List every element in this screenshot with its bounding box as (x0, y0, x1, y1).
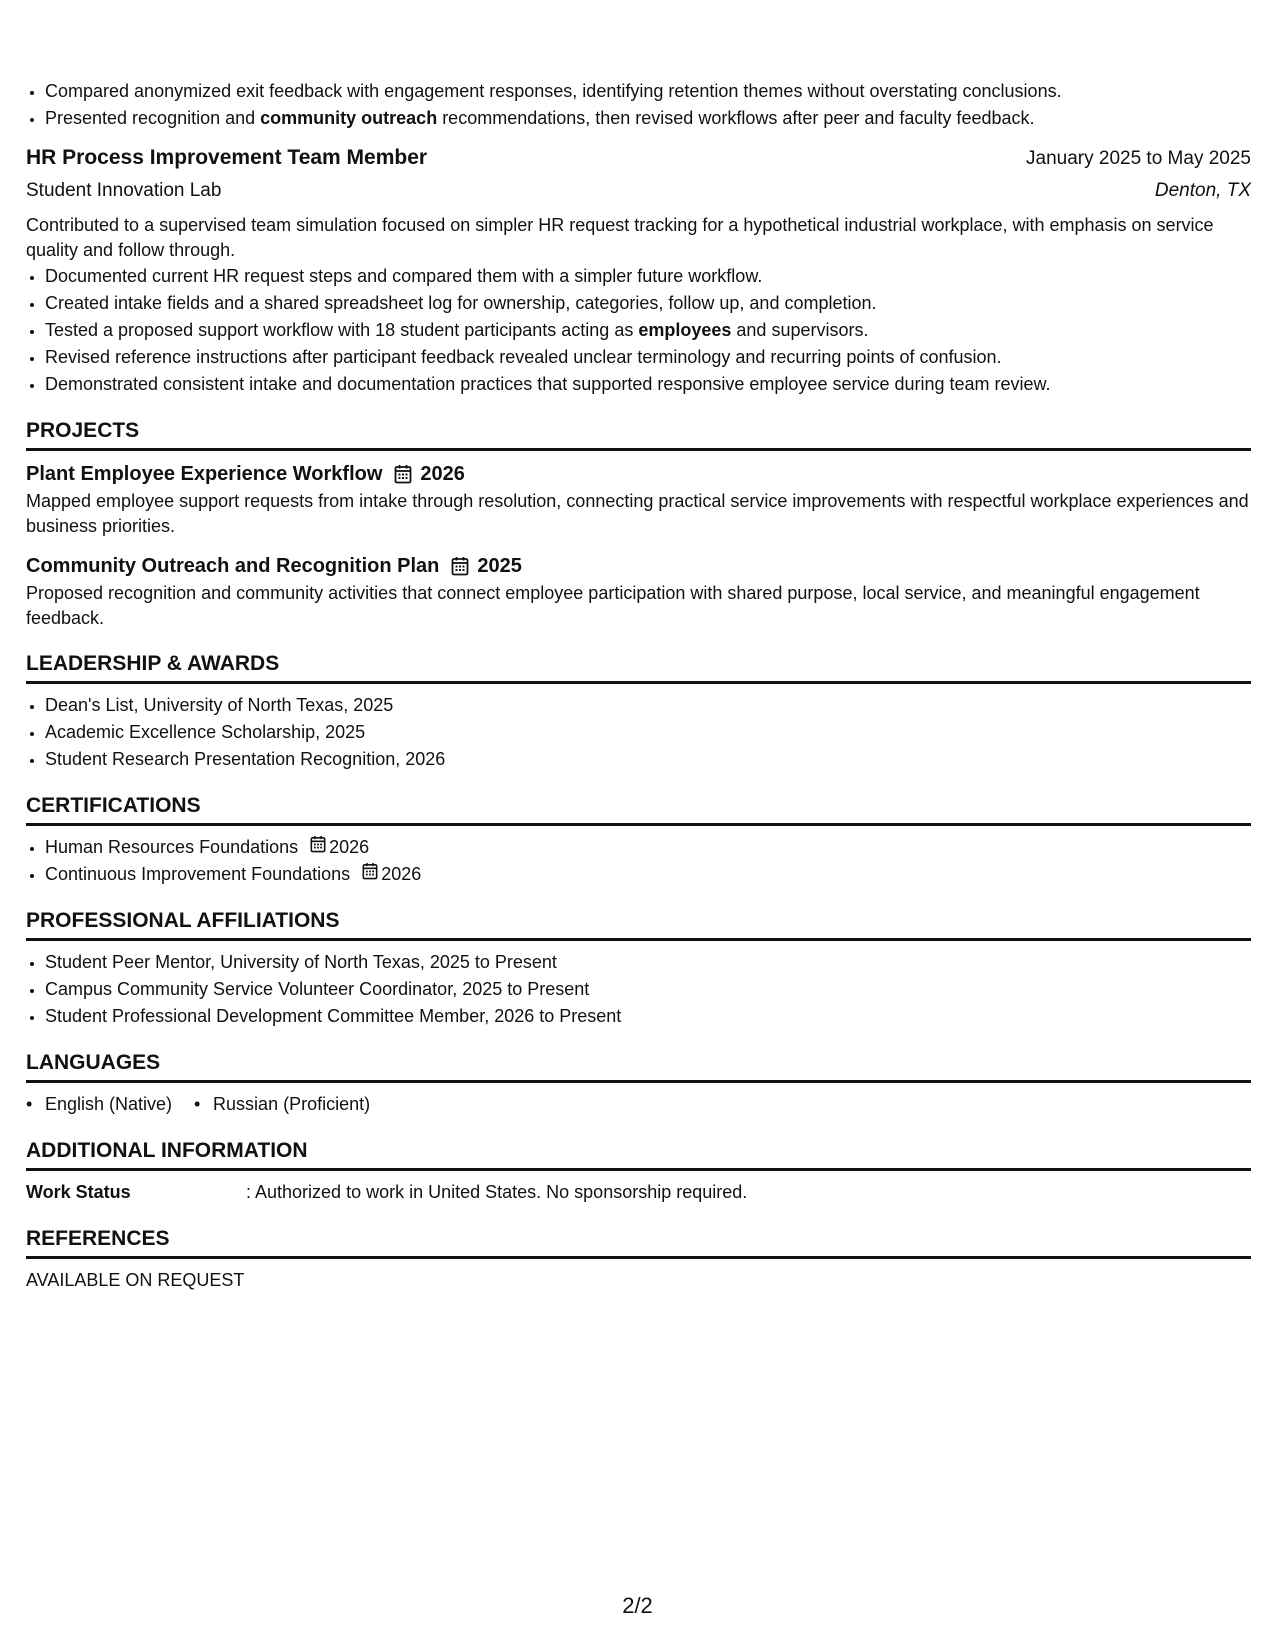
project-header (26, 459, 1251, 489)
list-item: • Demonstrated consistent intake and documentation practices that supported responsive employee service during team review. (45, 371, 1251, 398)
section-heading: REFERENCES (26, 1224, 1251, 1259)
list-item: • Revised reference instructions after participant feedback revealed unclear terminology and recurring points of confusion. (45, 344, 1251, 371)
job-subheader (26, 175, 1251, 207)
list-item: • Campus Community Service Volunteer Coordinator, 2025 to Present (45, 976, 1251, 1003)
section-heading: PROJECTS (26, 416, 1251, 451)
job-location: Denton, TX (1154, 180, 1251, 201)
project-title: Community Outreach and Recognition Plan (26, 555, 440, 577)
list-item: • Dean's List, University of North Texas, 2025 (45, 692, 1251, 719)
calendar-icon (451, 556, 469, 576)
additional-info-section (26, 1136, 1251, 1206)
calendar-icon (362, 862, 378, 880)
list-item: • Documented current HR request steps and compared them with a simpler future workflow. (45, 263, 1251, 290)
list-item (45, 861, 1251, 888)
section-heading: LEADERSHIP & AWARDS (26, 649, 1251, 684)
list-item: • Presented recognition and community outreach recommendations, then revised workflows after peer and faculty feedback. (45, 105, 1251, 132)
references-text: AVAILABLE ON REQUEST (26, 1270, 245, 1290)
job-bullets (26, 263, 1251, 398)
section-heading: ADDITIONAL INFORMATION (26, 1136, 1251, 1171)
job-organization: Student Innovation Lab (26, 180, 222, 201)
languages-section (26, 1048, 1251, 1118)
project-item (26, 551, 1251, 631)
certifications-list (26, 834, 1251, 888)
list-item: • Student Professional Development Committee Member, 2026 to Present (45, 1003, 1251, 1030)
references-section (26, 1224, 1251, 1294)
job-description: Contributed to a supervised team simulation focused on simpler HR request tracking for a hypothetical industrial workplace, with emphasis on service quality and follow through. (26, 215, 1214, 260)
list-item (45, 834, 1251, 861)
list-item: • Created intake fields and a shared spreadsheet log for ownership, categories, follow up, and completion. (45, 290, 1251, 317)
project-title: Plant Employee Experience Workflow (26, 463, 383, 485)
languages-list (26, 1091, 1251, 1118)
list-item: • Tested a proposed support workflow with 18 student participants acting as employees and supervisors. (45, 317, 1251, 344)
certification-name: Continuous Improvement Foundations (45, 864, 351, 884)
section-heading: PROFESSIONAL AFFILIATIONS (26, 906, 1251, 941)
calendar-icon (310, 835, 326, 853)
list-item: • Compared anonymized exit feedback with engagement responses, identifying retention themes without overstating conclusions. (45, 78, 1251, 105)
project-description: Mapped employee support requests from intake through resolution, connecting practical service improvements with respectful workplace experiences and business priorities. (26, 491, 1249, 536)
list-item: • Russian (Proficient) (194, 1091, 370, 1118)
certification-name: Human Resources Foundations (45, 837, 299, 857)
project-description: Proposed recognition and community activities that connect employee participation with shared purpose, local service, and meaningful engagement feedback. (26, 583, 1200, 628)
section-heading: CERTIFICATIONS (26, 791, 1251, 826)
list-item: • Student Peer Mentor, University of North Texas, 2025 to Present (45, 949, 1251, 976)
list-item: • English (Native) (26, 1091, 172, 1118)
list-item: • Student Research Presentation Recognition, 2026 (45, 746, 1251, 773)
projects-section (26, 416, 1251, 631)
project-year: 2026 (420, 463, 465, 485)
certification-year: 2026 (329, 837, 370, 857)
work-status-row (26, 1179, 1251, 1206)
project-item (26, 459, 1251, 539)
work-status-value: : Authorized to work in United States. No sponsorship required. (246, 1182, 748, 1202)
leadership-section (26, 649, 1251, 773)
section-heading: LANGUAGES (26, 1048, 1251, 1083)
work-status-label: Work Status (26, 1182, 131, 1202)
affiliations-section (26, 906, 1251, 1030)
job-title: HR Process Improvement Team Member (26, 146, 428, 169)
calendar-icon (394, 464, 412, 484)
affiliations-list (26, 949, 1251, 1030)
job-header (26, 142, 1251, 175)
job-dates: January 2025 to May 2025 (1026, 148, 1251, 169)
certification-year: 2026 (381, 864, 422, 884)
certifications-section (26, 791, 1251, 888)
job-entry (26, 142, 1251, 398)
resume-page (26, 78, 1251, 1294)
project-year: 2025 (477, 555, 522, 577)
list-item: • Academic Excellence Scholarship, 2025 (45, 719, 1251, 746)
page-number: 2/2 (622, 1593, 653, 1618)
experience-continued-list (26, 78, 1251, 132)
project-header (26, 551, 1251, 581)
leadership-list (26, 692, 1251, 773)
